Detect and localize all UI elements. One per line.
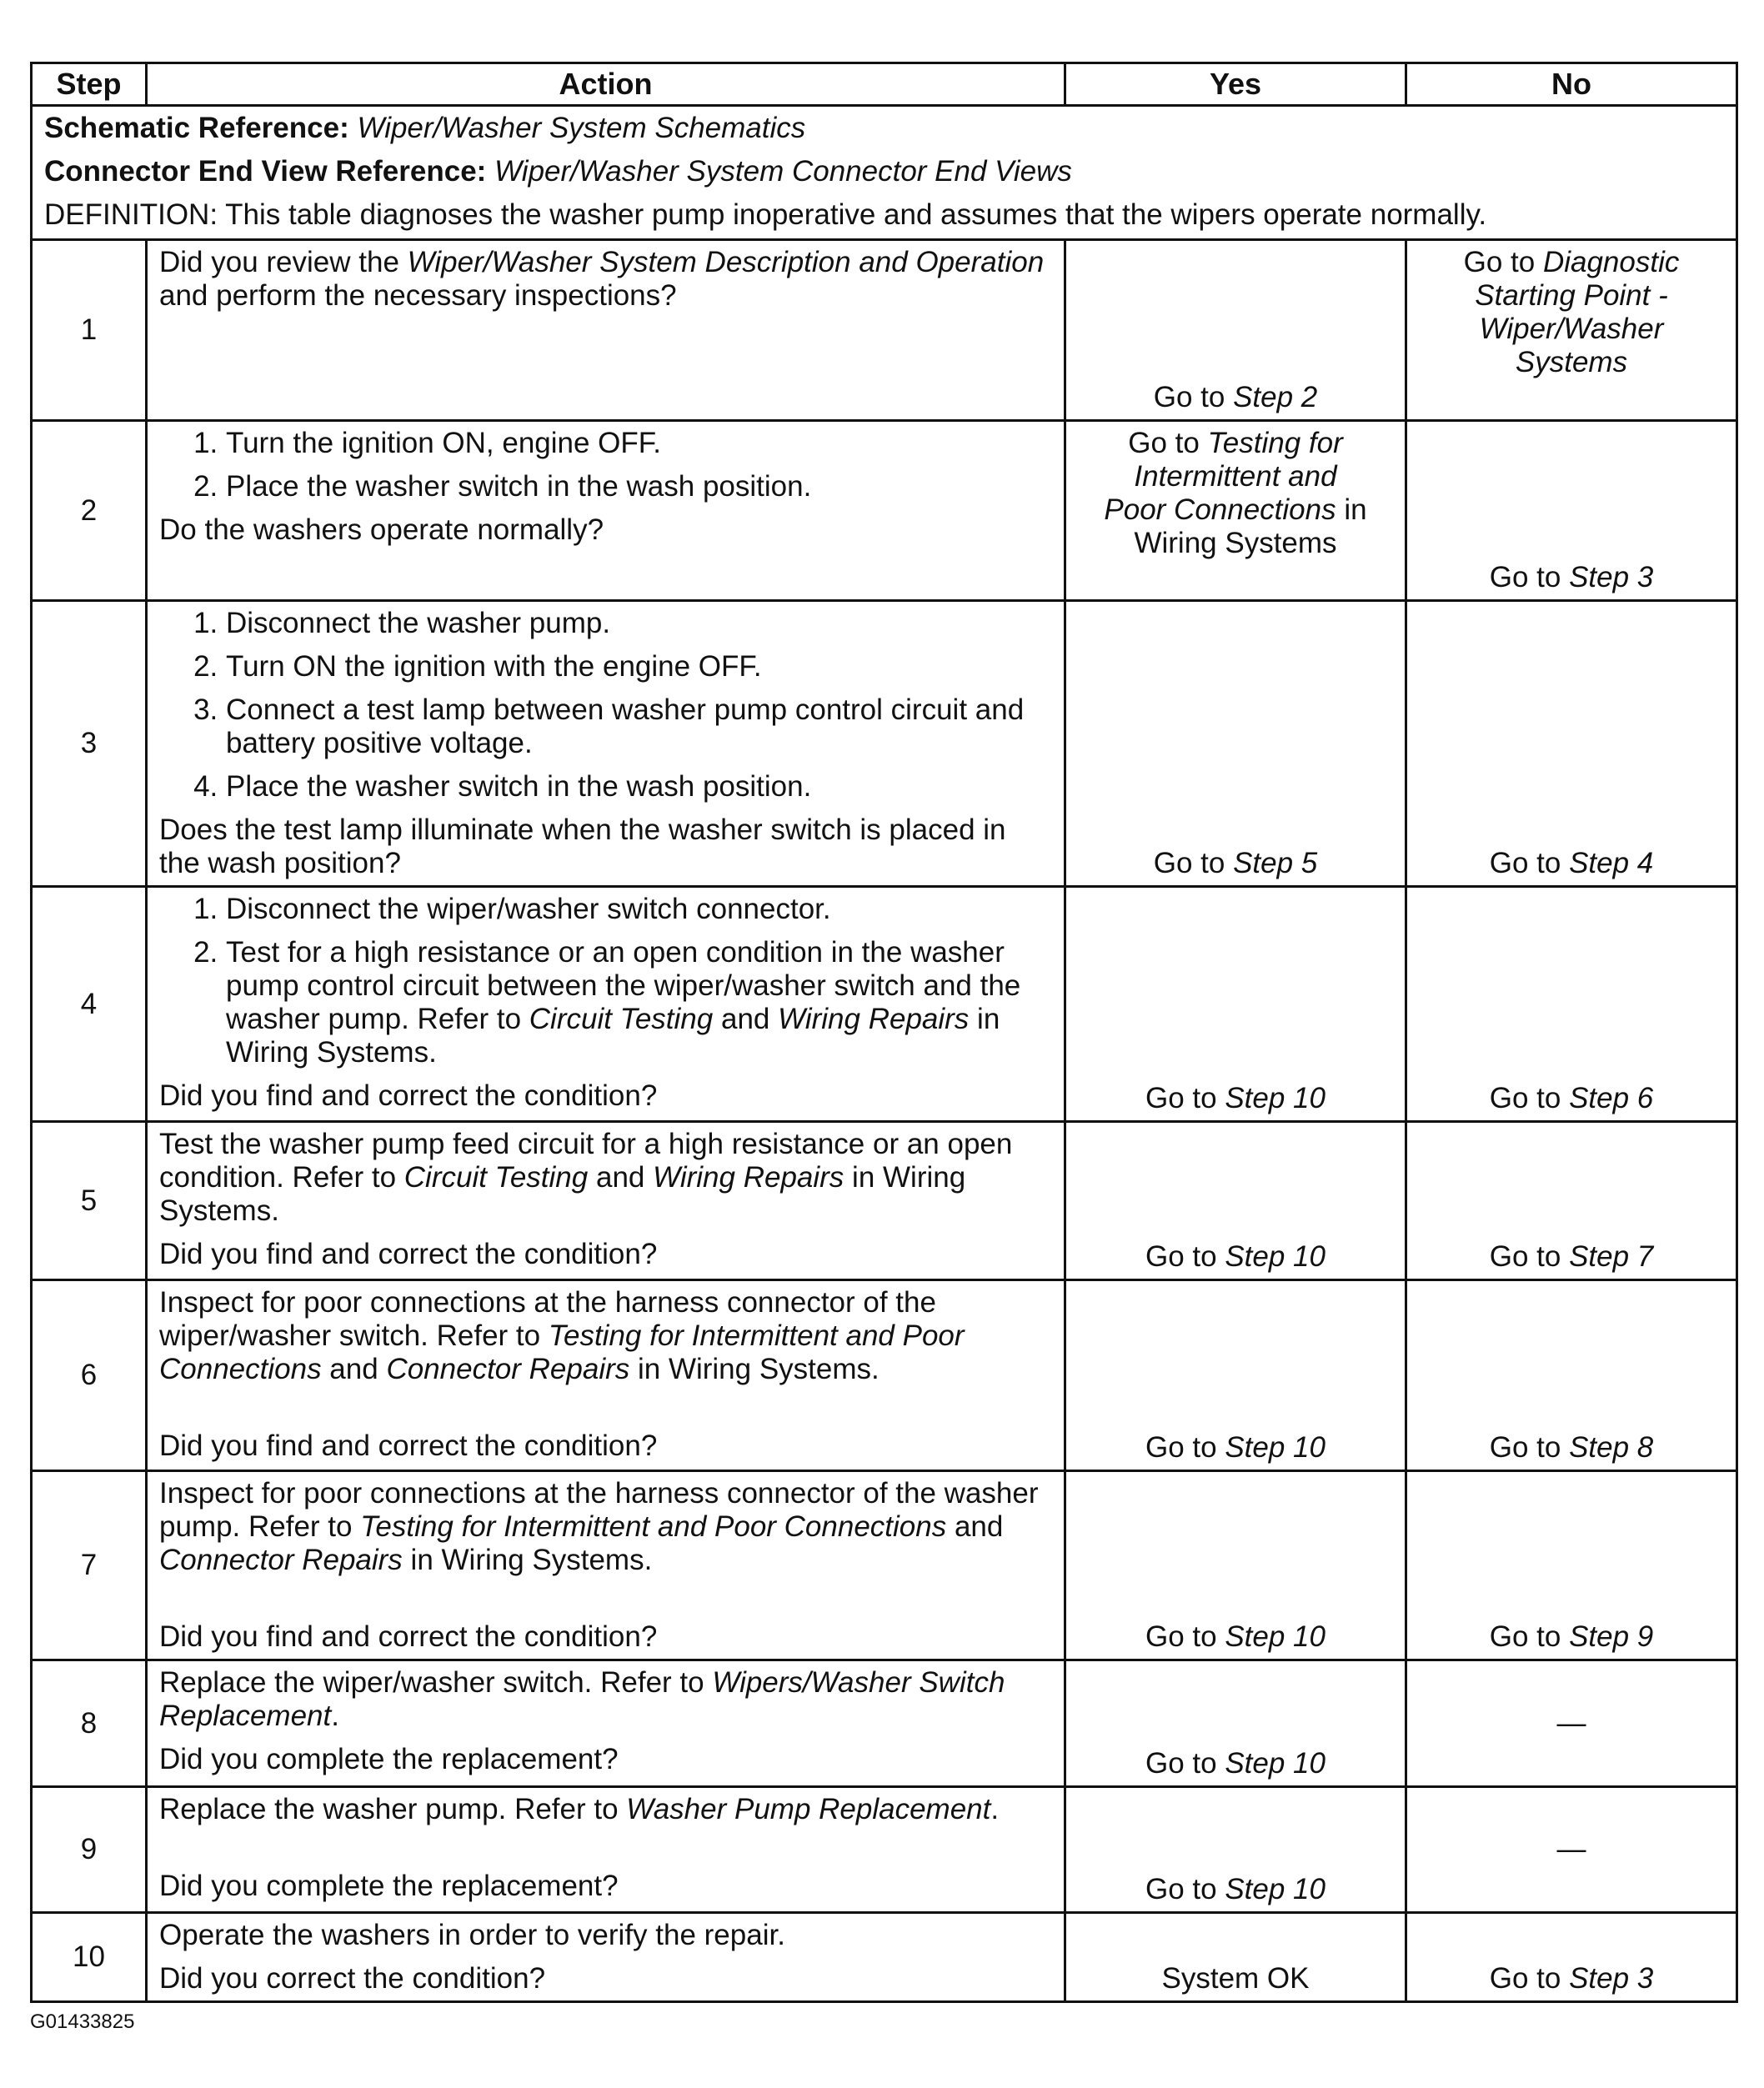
question: Did you correct the condition? <box>159 1962 546 1995</box>
connector-label: Connector End View Reference: <box>44 155 487 188</box>
yes-cell: Go to Step 2 <box>1065 240 1406 421</box>
list-item: 2. Turn ON the ignition with the engine OFF. <box>226 650 1054 683</box>
step-number: 8 <box>32 1660 147 1787</box>
question: Does the test lamp illuminate when the washer switch is placed in the wash position? <box>159 814 1006 879</box>
list-item: 2. Place the washer switch in the wash position. <box>226 470 1054 503</box>
question: Did you complete the replacement? <box>159 1743 619 1775</box>
table-row <box>32 1471 1737 1660</box>
action-cell <box>147 601 1065 887</box>
list-item: 1. Disconnect the washer pump. <box>226 607 1054 640</box>
header-row <box>32 63 1737 106</box>
yes-cell: Go to Step 10 <box>1065 1471 1406 1660</box>
table-row <box>32 601 1737 887</box>
instruction: Test the washer pump feed circuit for a high resistance or an open condition. Refer to Circuit Testing and Wiring Repairs in Wiring Systems. <box>159 1128 1013 1227</box>
question: Did you find and correct the condition? <box>159 1620 658 1653</box>
no-cell <box>1406 1660 1737 1787</box>
action-cell <box>147 421 1065 601</box>
instruction: Replace the washer pump. Refer to Washer Pump Replacement. <box>159 1793 1000 1825</box>
connector-reference <box>44 155 1724 188</box>
step-number: 5 <box>32 1122 147 1280</box>
no-cell: Go to Step 7 <box>1406 1122 1737 1280</box>
dash: — <box>1556 1833 1586 1865</box>
step-number: 4 <box>32 887 147 1122</box>
step-number: 1 <box>32 240 147 421</box>
question: Did you complete the replacement? <box>159 1870 619 1902</box>
yes-cell: System OK <box>1065 1913 1406 2002</box>
schematic-reference <box>44 112 1724 145</box>
header-action: Action <box>147 63 1065 106</box>
header-step: Step <box>32 63 147 106</box>
diagnostic-table <box>30 62 1738 2003</box>
action-cell <box>147 1280 1065 1471</box>
intro-row <box>32 106 1737 240</box>
yes-cell: Go to Step 10 <box>1065 1280 1406 1471</box>
action-cell <box>147 1122 1065 1280</box>
step-number: 6 <box>32 1280 147 1471</box>
instruction: Inspect for poor connections at the harness connector of the wiper/washer switch. Refer to Testing for Intermittent and Poor Connections and Connector Repairs in Wiring Systems. <box>159 1286 965 1385</box>
action-cell <box>147 1660 1065 1787</box>
no-cell: Go to Step 4 <box>1406 601 1737 887</box>
intro-cell <box>32 106 1737 240</box>
instruction: Replace the wiper/washer switch. Refer to Wipers/Washer Switch Replacement. <box>159 1666 1005 1732</box>
no-cell: Go to Step 3 <box>1406 1913 1737 2002</box>
step-number: 7 <box>32 1471 147 1660</box>
yes-cell: Go to Step 10 <box>1065 1660 1406 1787</box>
yes-cell: Go to Step 10 <box>1065 1122 1406 1280</box>
table-row <box>32 1122 1737 1280</box>
table-row <box>32 421 1737 601</box>
schematic-value: Wiper/Washer System Schematics <box>357 112 806 144</box>
question: Did you find and correct the condition? <box>159 1079 658 1112</box>
no-cell: Go to Diagnostic Starting Point - Wiper/Washer Systems <box>1406 240 1737 421</box>
table-row <box>32 887 1737 1122</box>
action-cell <box>147 1471 1065 1660</box>
question: Do the washers operate normally? <box>159 513 604 546</box>
definition: DEFINITION: This table diagnoses the washer pump inoperative and assumes that the wipers operate normally. <box>44 198 1487 231</box>
list-item: 2. Test for a high resistance or an open condition in the washer pump control circuit between the wiper/washer switch and the washer pump. Refer to Circuit Testing and Wiring Repairs in Wiring Systems. <box>226 936 1054 1069</box>
no-cell: Go to Step 6 <box>1406 887 1737 1122</box>
table-row <box>32 1280 1737 1471</box>
list-item: 3. Connect a test lamp between washer pump control circuit and battery positive voltage. <box>226 693 1054 760</box>
yes-cell: Go to Testing for Intermittent and Poor Connections in Wiring Systems <box>1065 421 1406 601</box>
step-number: 10 <box>32 1913 147 2002</box>
header-yes: Yes <box>1065 63 1406 106</box>
step-number: 9 <box>32 1787 147 1913</box>
header-no: No <box>1406 63 1737 106</box>
action-cell <box>147 887 1065 1122</box>
action-cell <box>147 1913 1065 2002</box>
yes-cell: Go to Step 10 <box>1065 1787 1406 1913</box>
no-cell <box>1406 1787 1737 1913</box>
connector-value: Wiper/Washer System Connector End Views <box>494 155 1072 188</box>
question: Did you find and correct the condition? <box>159 1238 658 1270</box>
no-cell: Go to Step 8 <box>1406 1280 1737 1471</box>
schematic-label: Schematic Reference: <box>44 112 349 144</box>
no-cell: Go to Step 3 <box>1406 421 1737 601</box>
list-item: 1. Turn the ignition ON, engine OFF. <box>226 427 1054 460</box>
instruction: Operate the washers in order to verify the repair. <box>159 1919 785 1951</box>
table-row <box>32 240 1737 421</box>
action-cell <box>147 1787 1065 1913</box>
yes-cell: Go to Step 5 <box>1065 601 1406 887</box>
yes-cell: Go to Step 10 <box>1065 887 1406 1122</box>
question: Did you find and correct the condition? <box>159 1430 658 1462</box>
list-item: 4. Place the washer switch in the wash position. <box>226 770 1054 804</box>
action-cell: Did you review the Wiper/Washer System Description and Operation and perform the necessary inspections? <box>147 240 1065 421</box>
table-row <box>32 1660 1737 1787</box>
dash: — <box>1556 1706 1586 1740</box>
no-cell: Go to Step 9 <box>1406 1471 1737 1660</box>
step-number: 2 <box>32 421 147 601</box>
list-item: 1. Disconnect the wiper/washer switch connector. <box>226 893 1054 926</box>
table-row <box>32 1787 1737 1913</box>
figure-id: G01433825 <box>30 2010 135 2033</box>
table-row <box>32 1913 1737 2002</box>
instruction: Inspect for poor connections at the harness connector of the washer pump. Refer to Testing for Intermittent and Poor Connections and Connector Repairs in Wiring Systems. <box>159 1477 1039 1576</box>
step-number: 3 <box>32 601 147 887</box>
